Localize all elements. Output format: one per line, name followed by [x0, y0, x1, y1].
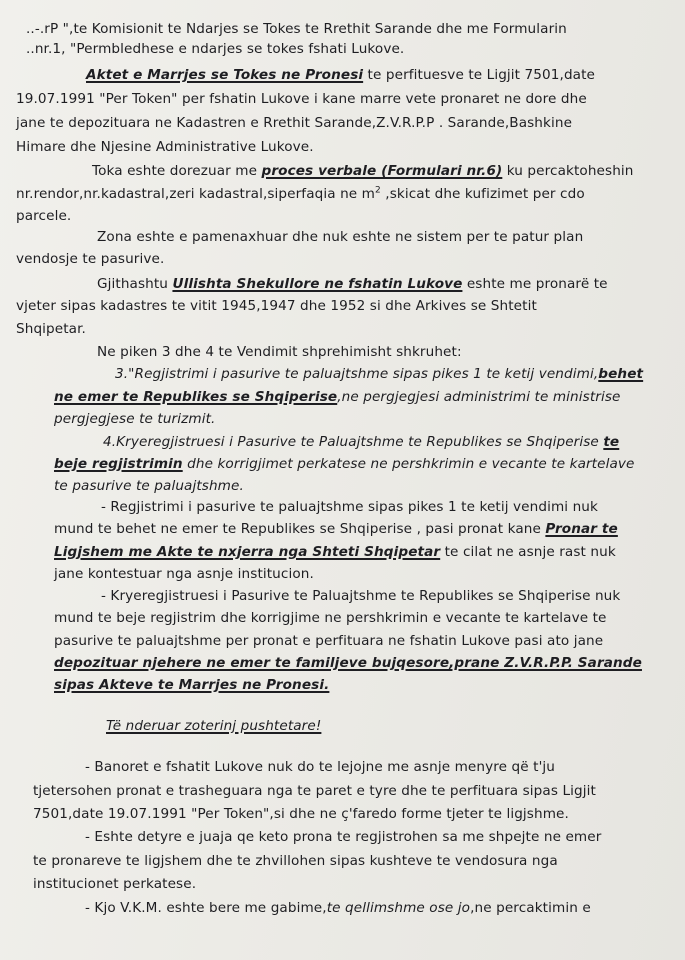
text: Toka eshte dorezuar me	[92, 163, 262, 179]
superscript: 2	[375, 185, 381, 196]
text-line: pasurive te paluajtshme per pronat e perfituara ne fshatin Lukove pasi ato jane	[54, 633, 604, 649]
text-line: - Banoret e fshatit Lukove nuk do te lejojne me asnje menyre që t'ju	[85, 759, 556, 775]
emphasis: te qellimshme ose jo	[326, 900, 471, 916]
text: ,ne percaktimin e	[470, 900, 591, 916]
text-line: te pasurive te paluajtshme.	[54, 478, 244, 494]
text-line: te pronareve te ligjshem dhe te zhvillohen sipas kushteve te vendosura nga	[33, 853, 558, 869]
text-line: depozituar njehere ne emer te familjeve bujqesore,prane Z.V.R.P.P. Sarande	[54, 655, 642, 671]
emphasis: Pronar te	[545, 521, 618, 537]
text-line	[103, 433, 619, 451]
text-line: vendosje te pasurive.	[16, 251, 165, 267]
emphasis: Ullishta Shekullore ne fshatin Lukove	[172, 276, 463, 292]
emphasis: te	[603, 434, 620, 450]
text-line	[86, 66, 595, 84]
text-line	[16, 185, 585, 203]
text: nr.rendor,nr.kadastral,zeri kadastral,siperfaqia ne m	[16, 186, 376, 202]
text-line	[97, 275, 608, 293]
text-line: 19.07.1991 "Per Token" per fshatin Lukove i kane marre vete pronaret ne dore dhe	[16, 91, 587, 107]
text: te perfituesve te Ligjit 7501,date	[363, 67, 596, 83]
text-line: mund te beje regjistrim dhe korrigjime ne pershkrimin e vecante te kartelave te	[54, 610, 607, 626]
emphasis: proces verbale (Formulari nr.6)	[261, 163, 503, 179]
emphasis: ne emer te Republikes se Shqiperise	[54, 389, 338, 405]
text-line	[115, 365, 643, 383]
text: ,ne pergjegjesi administrimi te ministrise	[337, 389, 621, 405]
text-line: ..-.rP ",te Komisionit te Ndarjes se Tokes te Rrethit Sarande dhe me Formularin	[26, 21, 567, 37]
text-line: Himare dhe Njesine Administrative Lukove.	[16, 139, 314, 155]
text-line: vjeter sipas kadastres te vitit 1945,1947 dhe 1952 si dhe Arkives se Shtetit	[16, 298, 537, 314]
text-line: Shqipetar.	[16, 321, 86, 337]
text-line: parcele.	[16, 208, 72, 224]
text-line: tjetersohen pronat e trasheguara nga te paret e tyre dhe te perfituara sipas Ligjit	[33, 783, 596, 799]
text-line: jane kontestuar nga asnje institucion.	[54, 566, 314, 582]
text: Gjithashtu	[97, 276, 173, 292]
text-line: ..nr.1, "Permbledhese e ndarjes se tokes fshati Lukove.	[26, 41, 405, 57]
text-line	[54, 520, 618, 538]
emphasis: Ligjshem me Akte te nxjerra nga Shteti Shqipetar	[54, 544, 441, 560]
text-line: - Eshte detyre e juaja qe keto prona te regjistrohen sa me shpejte ne emer	[85, 829, 602, 845]
text-line: Ne piken 3 dhe 4 te Vendimit shprehimisht shkruhet:	[97, 344, 462, 360]
text-line: sipas Akteve te Marrjes ne Pronesi.	[54, 677, 330, 693]
emphasis: Aktet e Marrjes se Tokes ne Pronesi	[86, 67, 364, 83]
text-line	[54, 543, 616, 561]
text: eshte me pronarë te	[462, 276, 608, 292]
text: ,skicat dhe kufizimet per cdo	[380, 186, 585, 202]
text-line	[54, 388, 620, 406]
text-line	[92, 162, 634, 180]
emphasis: behet	[598, 366, 644, 382]
text-line: 7501,date 19.07.1991 "Per Token",si dhe ne ç'faredo forme tjeter te ligjshme.	[33, 806, 569, 822]
salutation: Të nderuar zoterinj pushtetare!	[106, 718, 322, 734]
text: ku percaktoheshin	[502, 163, 634, 179]
text: - Kjo V.K.M. eshte bere me gabime,	[85, 900, 327, 916]
text-line: jane te depozituara ne Kadastren e Rrethit Sarande,Z.V.R.P.P . Sarande,Bashkine	[16, 115, 573, 131]
text: 3."Regjistrimi i pasurive te paluajtshme sipas pikes 1 te ketij vendimi,	[115, 366, 599, 382]
text: te cilat ne asnje rast nuk	[440, 544, 616, 560]
text-line: Zona eshte e pamenaxhuar dhe nuk eshte ne sistem per te patur plan	[97, 229, 584, 245]
text: dhe korrigjimet perkatese ne pershkrimin e vecante te kartelave	[182, 456, 635, 472]
emphasis: beje regjistrimin	[54, 456, 183, 472]
text-line: institucionet perkatese.	[33, 876, 197, 892]
text-line	[54, 455, 635, 473]
text: mund te behet ne emer te Republikes se Shqiperise , pasi pronat kane	[54, 521, 546, 537]
text-line	[85, 899, 591, 917]
text: 4.Kryeregjistruesi i Pasurive te Paluajtshme te Republikes se Shqiperise	[103, 434, 604, 450]
text-line: pergjegjese te turizmit.	[54, 411, 216, 427]
text-line: - Regjistrimi i pasurive te paluajtshme sipas pikes 1 te ketij vendimi nuk	[101, 499, 598, 515]
text-line: - Kryeregjistruesi i Pasurive te Paluajtshme te Republikes se Shqiperise nuk	[101, 588, 621, 604]
